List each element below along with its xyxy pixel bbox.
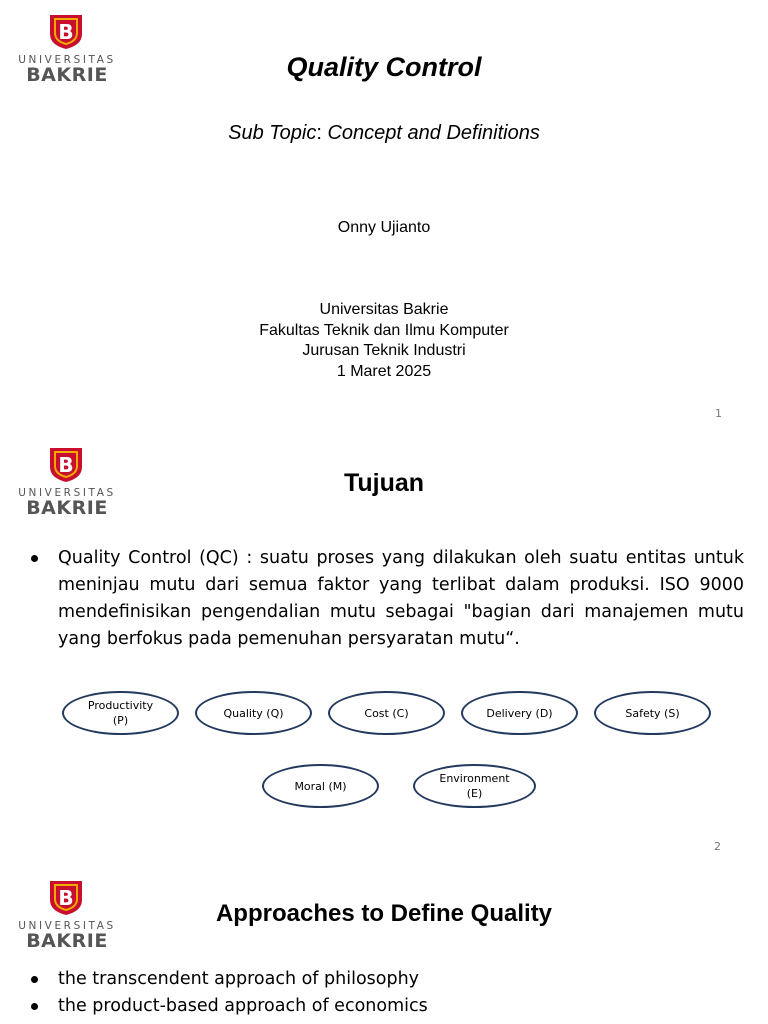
author-name: Onny Ujianto (337, 219, 431, 236)
oval-cost: Cost (C) (328, 691, 445, 735)
slide-3 (0, 866, 768, 1024)
slide-subtitle (0, 122, 768, 145)
logo-text-top: UNIVERSITAS (18, 487, 116, 499)
subtitle-topic: Concept and Definitions (327, 122, 540, 144)
oval-moral: Moral (M) (262, 764, 379, 808)
bullet-item: the product-based approach of economics (28, 993, 744, 1020)
page-number: 1 (715, 407, 722, 420)
logo-text-bottom: BAKRIE (26, 497, 108, 519)
logo-text-top: UNIVERSITAS (18, 920, 116, 932)
page-number: 2 (714, 840, 721, 853)
logo-text-bottom: BAKRIE (26, 930, 108, 952)
slide-title: Tujuan (343, 469, 425, 497)
affiliation-university: Universitas Bakrie (319, 301, 449, 318)
affiliation-faculty: Fakultas Teknik dan Ilmu Komputer (259, 321, 509, 339)
oval-delivery: Delivery (D) (461, 691, 578, 735)
affiliation-department: Jurusan Teknik Industri (302, 342, 466, 359)
bullet-list (28, 545, 744, 653)
affiliation-date: 1 Maret 2025 (336, 362, 432, 380)
bullet-item: Quality Control (QC) : suatu proses yang dilakukan oleh suatu entitas untuk meninjau mutu dari semua faktor yang terlibat dalam produksi. ISO 9000 mendefinisikan pengendalian mutu sebagai "bagian dari manajemen mutu yang berfokus pada pemenuhan persyaratan mutu“. (28, 545, 744, 653)
slide-title: Quality Control (286, 52, 482, 82)
svg-text:B: B (58, 453, 74, 477)
svg-text:B: B (58, 20, 74, 44)
bullet-list (28, 966, 744, 1020)
oval-productivity: Productivity (P) (62, 691, 179, 735)
svg-text:B: B (58, 886, 74, 910)
slide-title: Approaches to Define Quality (215, 900, 553, 927)
slide-1 (0, 0, 768, 432)
subtitle-separator: : (316, 122, 328, 144)
subtitle-prefix: Sub Topic (228, 122, 317, 144)
oval-environment: Environment (E) (413, 764, 536, 808)
slide-2 (0, 433, 768, 865)
affiliation-block (0, 300, 768, 382)
logo-text-bottom: BAKRIE (26, 64, 108, 86)
bullet-item: the transcendent approach of philosophy (28, 966, 744, 993)
logo-text-top: UNIVERSITAS (18, 54, 116, 66)
bakrie-shield-icon (49, 14, 83, 50)
oval-quality: Quality (Q) (195, 691, 312, 735)
oval-safety: Safety (S) (594, 691, 711, 735)
